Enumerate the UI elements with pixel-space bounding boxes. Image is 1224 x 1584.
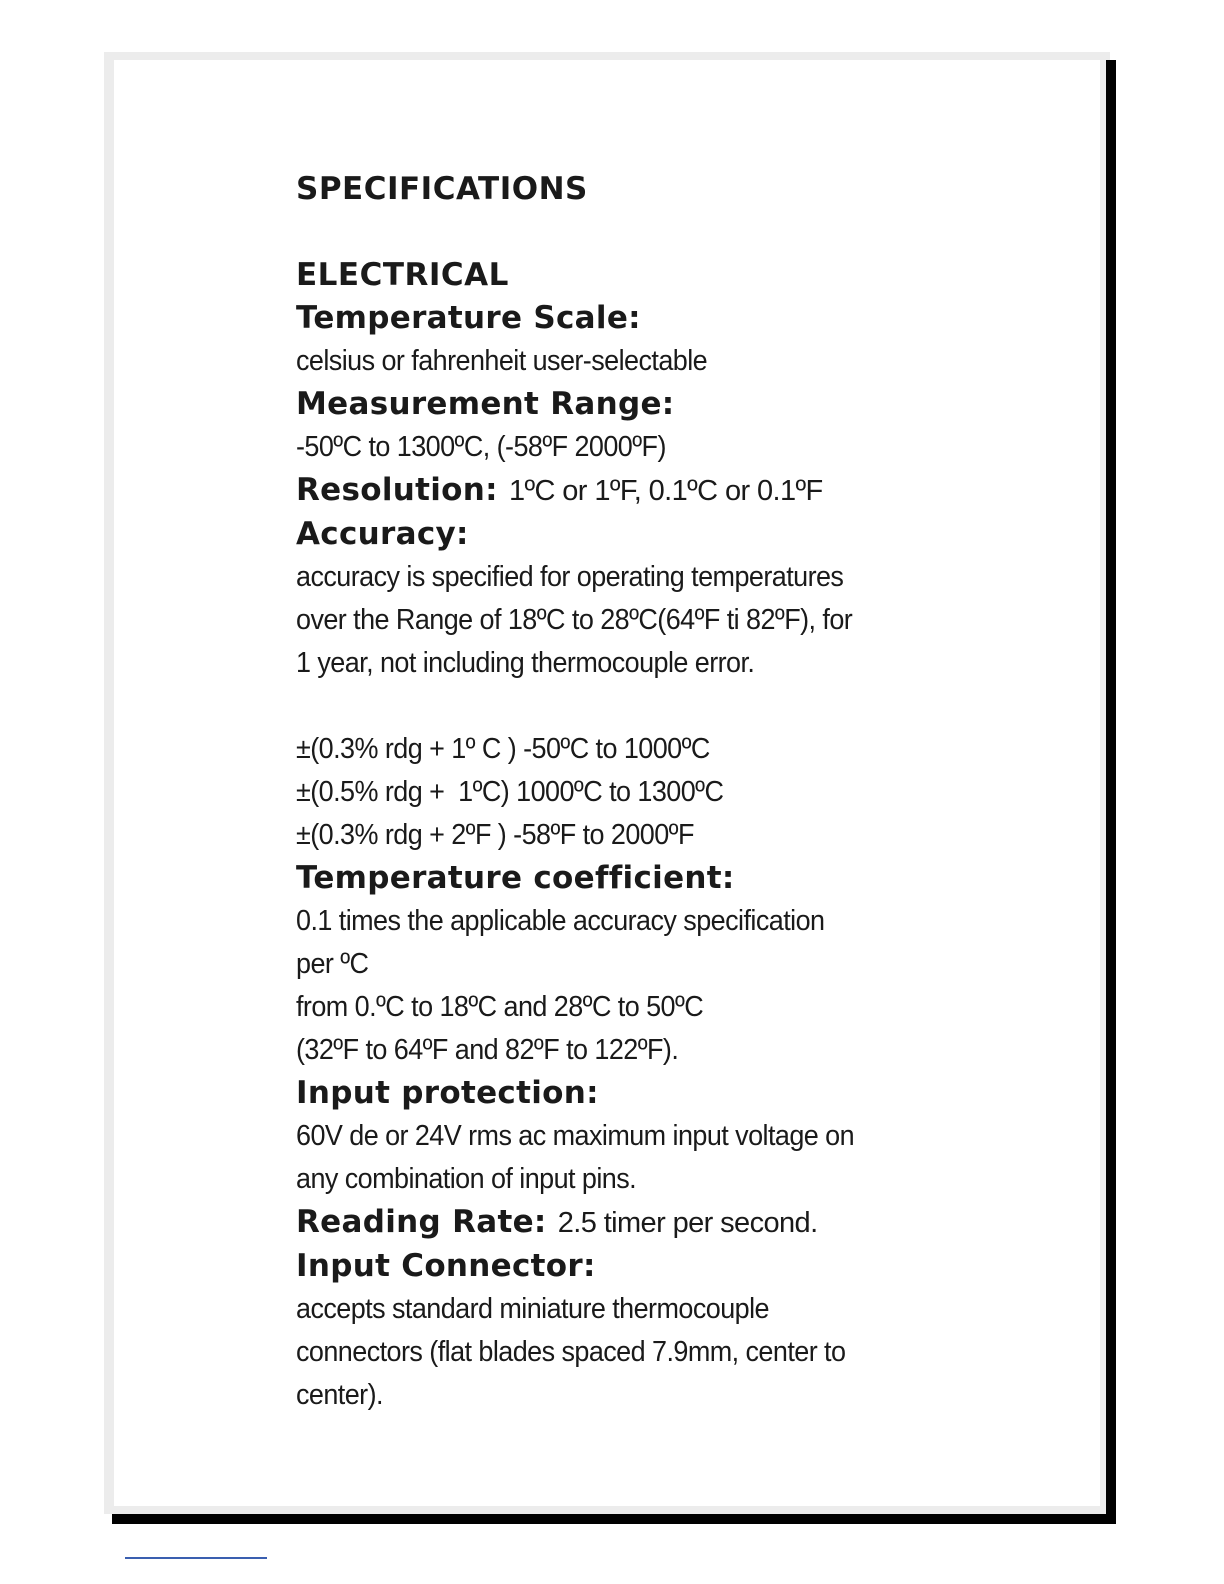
accuracy-spec-line: ±(0.3% rdg + 2ºF ) -58ºF to 2000ºF [296,819,694,851]
heading-temperature-scale: Temperature Scale: [296,300,641,336]
accuracy-spec-line: ±(0.3% rdg + 1º C ) -50ºC to 1000ºC [296,733,710,765]
page-frame-shadow-right [1106,60,1116,1524]
temperature-coefficient-line: 0.1 times the applicable accuracy specification [296,905,825,937]
temperature-coefficient-line: per ºC [296,948,369,980]
heading-resolution: Resolution: [296,472,498,508]
section-heading-electrical: ELECTRICAL [296,257,509,293]
heading-measurement-range: Measurement Range: [296,386,675,422]
input-connector-line: center). [296,1379,383,1411]
measurement-range-text: -50ºC to 1300ºC, (-58ºF 2000ºF) [296,431,666,463]
heading-temperature-coefficient: Temperature coefficient: [296,860,735,896]
document-title: SPECIFICATIONS [296,171,588,207]
heading-accuracy: Accuracy: [296,516,469,552]
input-connector-line: accepts standard miniature thermocouple [296,1293,769,1325]
input-protection-line: 60V de or 24V rms ac maximum input voltage on [296,1120,855,1152]
accuracy-text-line: 1 year, not including thermocouple error. [296,647,755,679]
heading-reading-rate: Reading Rate: [296,1204,547,1240]
resolution-line [296,469,976,513]
input-protection-line: any combination of input pins. [296,1163,637,1195]
accuracy-spec-line: ±(0.5% rdg + 1ºC) 1000ºC to 1300ºC [296,776,724,808]
temperature-coefficient-line: (32ºF to 64ºF and 82ºF to 122ºF). [296,1034,679,1066]
specifications-content [296,168,976,1417]
accuracy-text-line: accuracy is specified for operating temperatures [296,561,844,593]
temperature-coefficient-line: from 0.ºC to 18ºC and 28ºC to 50ºC [296,991,704,1023]
page-frame-shadow-bottom [112,1514,1116,1524]
heading-input-connector: Input Connector: [296,1248,596,1284]
blank-line [296,685,976,728]
heading-input-protection: Input protection: [296,1075,599,1111]
accuracy-text-line: over the Range of 18ºC to 28ºC(64ºF ti 82ºF), for [296,604,853,636]
footer-rule [125,1557,267,1559]
resolution-value: 1ºC or 1ºF, 0.1ºC or 0.1ºF [508,475,823,507]
input-connector-line: connectors (flat blades spaced 7.9mm, center to [296,1336,846,1368]
reading-rate-value: 2.5 timer per second. [557,1207,818,1239]
reading-rate-line [296,1201,976,1245]
temperature-scale-text: celsius or fahrenheit user-selectable [296,345,708,377]
